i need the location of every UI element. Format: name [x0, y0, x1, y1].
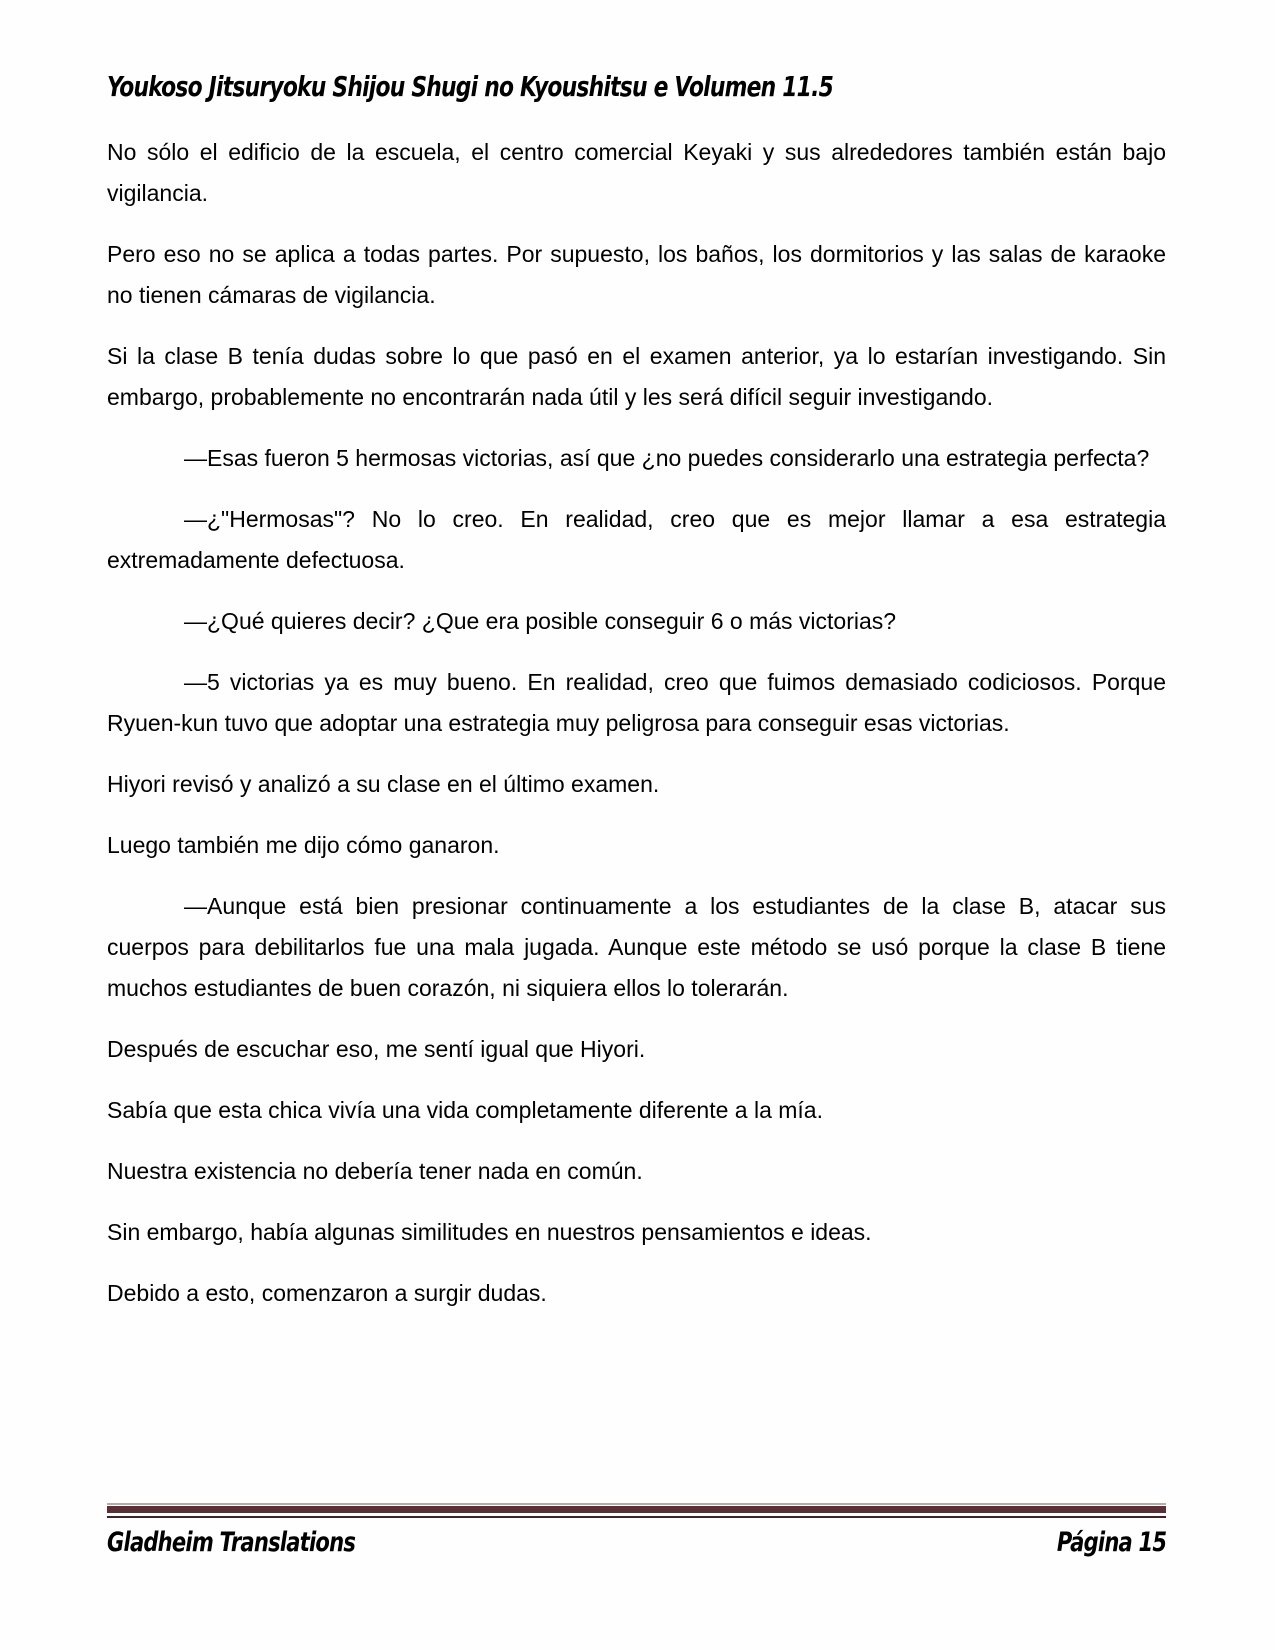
paragraph-dialogue: —¿Qué quieres decir? ¿Que era posible conseguir 6 o más victorias?: [184, 608, 897, 634]
paragraph: Hiyori revisó y analizó a su clase en el último examen.: [107, 771, 660, 797]
paragraph: No sólo el edificio de la escuela, el centro comercial Keyaki y sus alrededores también están bajo vigilancia.: [107, 139, 1166, 206]
paragraph: Pero eso no se aplica a todas partes. Por supuesto, los baños, los dormitorios y las salas de karaoke no tienen cámaras de vigilancia.: [107, 241, 1166, 308]
paragraph: Debido a esto, comenzaron a surgir dudas.: [107, 1280, 547, 1306]
paragraph-dialogue: —¿"Hermosas"? No lo creo. En realidad, creo que es mejor llamar a esa estrategia extremadamente defectuosa.: [107, 506, 1166, 573]
paragraph: Luego también me dijo cómo ganaron.: [107, 832, 500, 858]
paragraph-dialogue: —Esas fueron 5 hermosas victorias, así que ¿no puedes considerarlo una estrategia perfecta?: [184, 445, 1150, 471]
footer-rule-thin-line: [107, 1516, 1166, 1518]
footer-translator-credit: [107, 1527, 425, 1558]
page-footer: [107, 1503, 1166, 1558]
footer-rule: [107, 1503, 1166, 1518]
paragraph: Sin embargo, había algunas similitudes en nuestros pensamientos e ideas.: [107, 1219, 872, 1245]
paragraph: Si la clase B tenía dudas sobre lo que pasó en el examen anterior, ya lo estarían investigando. Sin embargo, probablemente no encontrarán nada útil y les será difícil seguir investigando.: [107, 343, 1166, 410]
footer-page-number: [1026, 1527, 1166, 1558]
paragraph: Sabía que esta chica vivía una vida completamente diferente a la mía.: [107, 1097, 823, 1123]
paragraph: Nuestra existencia no debería tener nada en común.: [107, 1158, 643, 1184]
header-title: Youkoso Jitsuryoku Shijou Shugi no Kyoushitsu e Volumen 11.5: [107, 70, 834, 103]
footer-right-label: Página 15: [1056, 1527, 1166, 1558]
paragraph-dialogue: —Aunque está bien presionar continuamente a los estudiantes de la clase B, atacar sus cuerpos para debilitarlos fue una mala jugada. Aunque este método se usó porque la clase B tiene muchos estudiantes de buen corazón, ni siquiera ellos lo tolerarán.: [107, 893, 1166, 1001]
paragraph-dialogue: —5 victorias ya es muy bueno. En realidad, creo que fuimos demasiado codiciosos. Porque Ryuen-kun tuvo que adoptar una estrategia muy peligrosa para conseguir esas victorias.: [107, 669, 1166, 736]
paragraph: Después de escuchar eso, me sentí igual que Hiyori.: [107, 1036, 646, 1062]
footer-rule-thick-line: [107, 1506, 1166, 1513]
document-body: [107, 132, 1166, 1334]
page-header: [107, 70, 1166, 103]
footer-left-label: Gladheim Translations: [107, 1527, 356, 1558]
